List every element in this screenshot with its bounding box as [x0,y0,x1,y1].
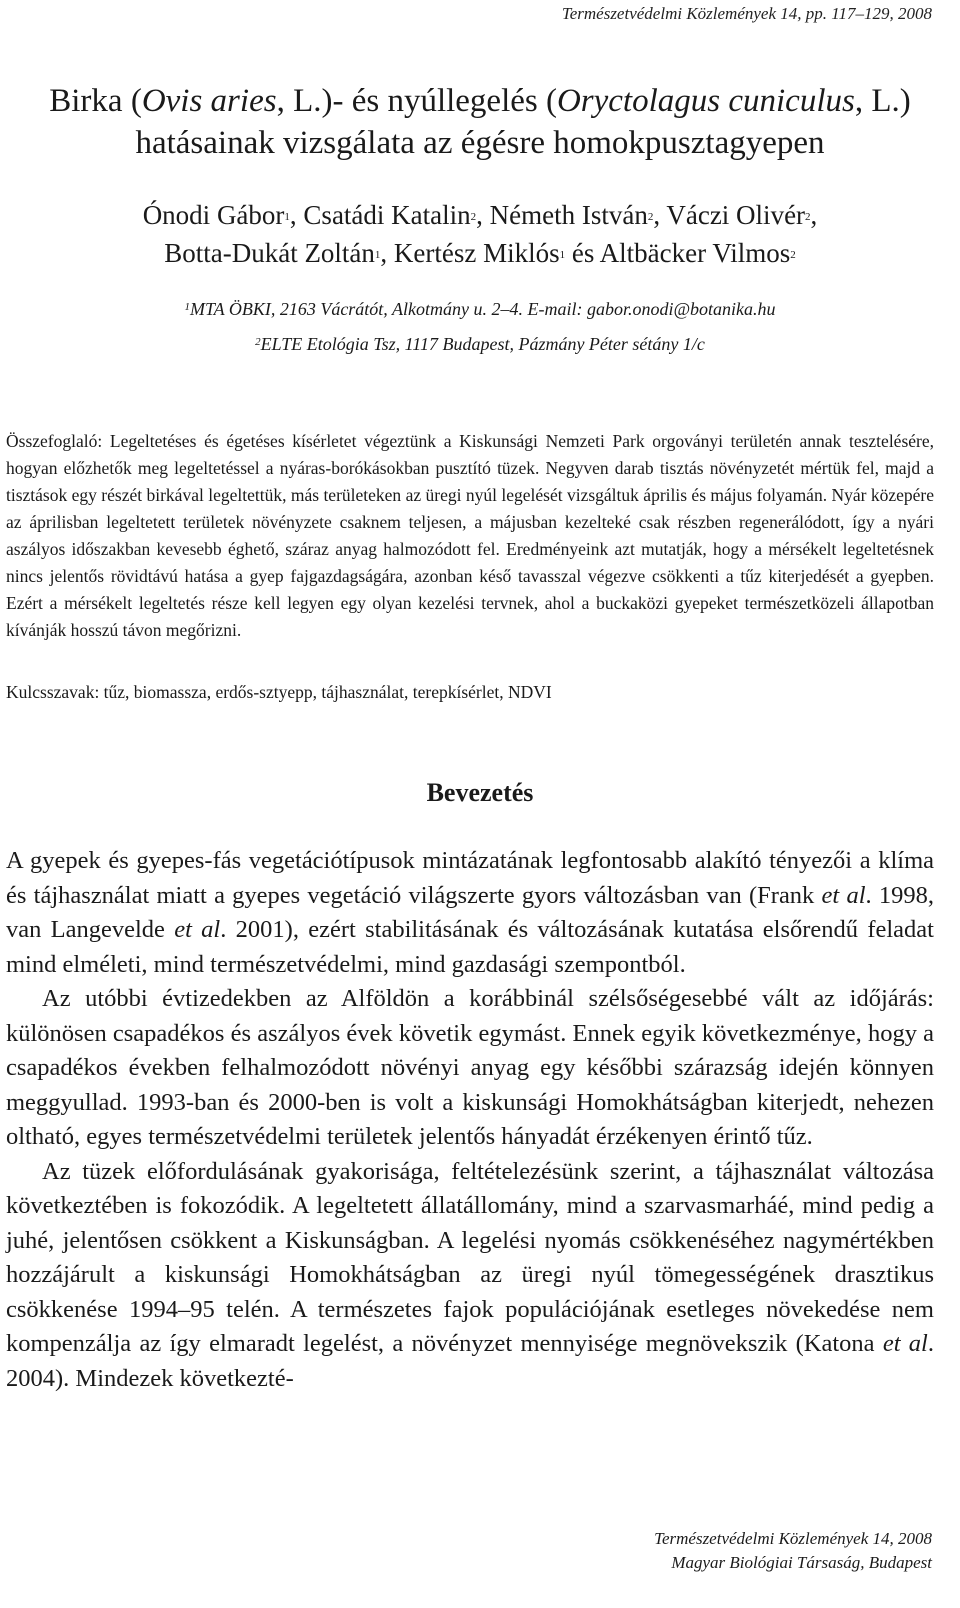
paragraph-1 [6,844,934,982]
citation-et-al: et al [821,881,866,909]
footer-line-2: Magyar Biológiai Társaság, Budapest [671,1553,932,1572]
title-species-rabbit: Oryctolagus cuniculus [556,83,855,119]
affiliation-marker: 1 [284,211,290,223]
paragraph-text: Az tüzek előfordulásának gyakorisága, feltételezésünk szerint, a tájhasználat változása következtében is fokozódik. A legeltetett állatállomány, mind a szarvasmarháé, mind pedig a juhé, jelentősen csökkent a Kiskunságban. A legelési nyomás csökkenéséhez nagymértékben hozzájárult a kiskunsági Homokhátságban az üregi nyúl tömegességének drasztikus csökkenése 1994–95 telén. A természetes fajok populációjának esetleges növekedése nem kompenzálja az így elmaradt legelést, a növényzet mennyisége megnövekszik (Katona [6,1157,934,1357]
author-line-1 [0,196,960,234]
author-list [0,196,960,272]
affiliation-text: ELTE Etológia Tsz, 1117 Budapest, Pázmány Péter sétány 1/c [260,334,705,354]
author-name: Csatádi Katalin [303,200,471,230]
author-separator: , [653,200,667,230]
abstract: Összefoglaló: Legeltetéses és égetéses kísérletet végeztünk a Kiskunsági Nemzeti Park orgoványi területén annak tesztelésére, hogyan előzhetők meg legeltetéssel a nyáras-borókásokban pusztító tüzek. Negyven darab tisztás növényzetét mértük fel, majd a tisztások egy részét birkával legeltettük, más területeken az üregi nyúl legelését vizsgáltuk április és május folyamán. Nyár közepére az áprilisban legeltetett területek növényzete csaknem teljesen, a májusban kezelteké csak részben regenerálódott, így a nyári aszályos időszakban kevesebb éghető, száraz anyag halmozódott fel. Eredményeink azt mutatják, hogy a mérsékelt legeltetésnek nincs jelentős rövidtávú hatása a gyep fajgazdagságára, azonban késő tavasszal végezve csökkenti a tűz kiterjedését a gyepben. Ezért a mérsékelt legeltetés része kell legyen egy olyan kezelési tervnek, ahol a buckaközi gyepeket természetközeli állapotban kívánják hosszú távon megőrizni. [6,431,934,640]
author-name: Németh István [489,200,648,230]
article-title [0,80,960,164]
affiliation-2 [0,334,960,355]
author-line-2 [0,234,960,272]
journal-header: Természetvédelmi Közlemények 14, pp. 117–129, 2008 [561,4,932,23]
title-species-sheep: Ovis aries [141,83,277,119]
affiliation-marker: 1 [559,249,566,261]
title-text: , L.)- és nyúllegelés ( [276,83,557,119]
title-line-1 [0,80,960,122]
affiliation-marker: 2 [470,211,477,223]
affiliation-1 [0,299,960,320]
affiliation-marker: 1 [374,249,381,261]
keywords: Kulcsszavak: tűz, biomassza, erdős-sztyepp, tájhasználat, terepkísérlet, NDVI [6,682,552,702]
author-name: Ónodi Gábor [142,200,285,230]
body-text [6,844,934,1396]
title-line-2: hatásainak vizsgálata az égésre homokpusztagyepen [135,125,825,161]
citation-et-al: et al [174,916,221,943]
author-separator: , [476,200,490,230]
author-name: Altbäcker Vilmos [599,238,791,268]
affiliation-text: MTA ÖBKI, 2163 Vácrátót, Alkotmány u. 2–4. E-mail: gabor.onodi@botanika.hu [189,299,776,319]
author-name: Váczi Olivér [666,200,806,230]
author-separator: , [289,200,304,230]
paragraph-2: Az utóbbi évtizedekben az Alföldön a korábbinál szélsőségesebbé vált az időjárás: különösen csapadékos és aszályos évek követik egymást. Ennek egyik következménye, hogy a csapadékos években felhalmozódott növényi anyag egy későbbi szárazság idején könnyen meggyullad. 1993-ban és 2000-ben is volt a kiskunsági Homokhátságban kiterjedt, nehezen oltható, egyes természetvédelmi területek jelentős hányadát érzékenyen érintő tűz. [6,985,934,1150]
author-name: Botta-Dukát Zoltán [164,238,375,268]
section-heading: Bevezetés [426,778,534,807]
journal-footer [654,1527,932,1575]
paragraph-text: . 2001), ezért stabilitásának és változásának kutatása elsőrendű feladat mind elméleti, mind természetvédelmi, mind gazdasági szempontból. [6,916,934,978]
title-text: Birka ( [49,83,142,119]
author-separator: , [380,238,394,268]
author-separator: és [565,238,600,268]
author-separator: , [810,200,818,230]
paragraph-text: . 2004). Mindezek következté- [6,1330,934,1392]
affiliation-marker: 2 [790,249,796,261]
affiliation-marker: 2 [805,211,811,223]
paragraph-3 [6,1155,934,1397]
affiliation-marker: 2 [647,211,654,223]
title-text: , L.) [854,83,911,119]
author-name: Kertész Miklós [393,238,560,268]
footer-line-1: Természetvédelmi Közlemények 14, 2008 [654,1529,932,1548]
affiliation-number: 1 [184,301,190,313]
affiliation-number: 2 [255,336,261,348]
paragraph-text: . 1998, van Langevelde [6,881,934,943]
paragraph-text: A gyepek és gyepes-fás vegetációtípusok mintázatának legfontosabb alakító tényezői a klíma és tájhasználat miatt a gyepes vegetáció világszerte gyors változásban van (Frank [6,847,934,909]
citation-et-al: et al [882,1330,928,1357]
